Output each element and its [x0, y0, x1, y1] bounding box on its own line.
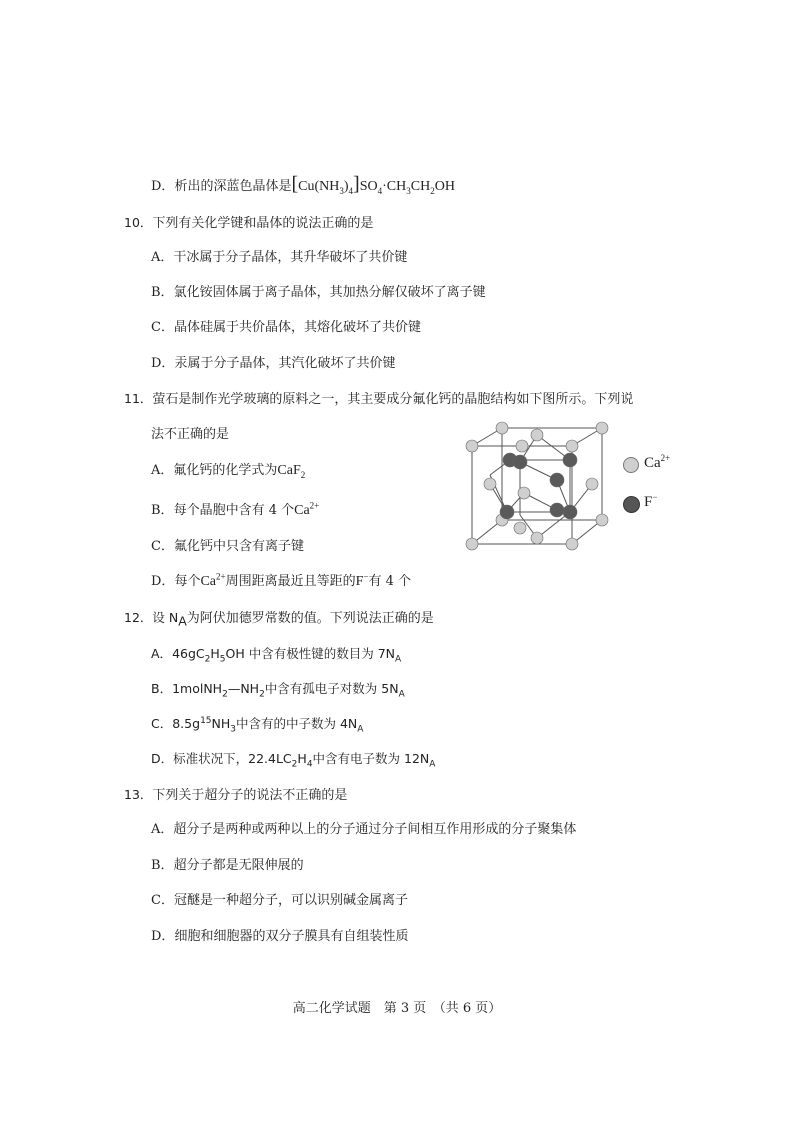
- q12-option-d: D．标准状况下，$22.4LC_2H_4$中含有电子数为 $12N_A$: [151, 751, 436, 770]
- option-letter: B．: [151, 503, 174, 518]
- question-text: 设 N: [152, 610, 179, 625]
- option-text: 氯化铵固体属于离子晶体，其加热分解仅破坏了离子键: [173, 285, 486, 300]
- q10-option-b: [151, 284, 486, 302]
- option-text: 超分子都是无限伸展的: [173, 858, 304, 873]
- option-letter: D．: [151, 574, 175, 589]
- option-letter: C．: [151, 320, 174, 335]
- q13-option-c: [151, 892, 408, 910]
- q12-option-b: B．$1molNH_2—NH_2$中含有孤电子对数为 $5N_A$: [151, 681, 405, 700]
- option-text: 冠醚是一种超分子，可以识别碱金属离子: [173, 893, 408, 908]
- option-letter: C．: [151, 539, 174, 554]
- q13-option-b: [151, 857, 304, 875]
- question-text: 下列有关化学键和晶体的说法正确的是: [152, 216, 374, 231]
- option-text: 氟化钙中只含有离子键: [173, 539, 304, 554]
- q12-option-c: C．$8.5g^{15}NH_3$中含有的中子数为 $4N_A$: [151, 715, 364, 735]
- question-number: 12．: [124, 610, 153, 625]
- ion: F−: [355, 571, 369, 589]
- question-11-stem: [124, 390, 633, 409]
- q13-option-d: [151, 928, 408, 946]
- option-letter: D．: [151, 179, 175, 194]
- option-letter: D．: [151, 356, 175, 371]
- q13-option-a: [151, 821, 576, 839]
- f-legend-label: F−: [644, 492, 658, 510]
- q10-option-d: [151, 355, 395, 373]
- question-number: 10．: [124, 215, 153, 230]
- question-12-stem: 12．设 $N_A$为阿伏加德罗常数的值。下列说法正确的是: [124, 610, 434, 629]
- ion: $Ca^{2+}$: [294, 500, 320, 518]
- question-13-stem: [124, 786, 347, 805]
- crystal-cell-figure: [462, 420, 612, 555]
- q11-option-a: [151, 462, 305, 480]
- option-letter: A．: [151, 822, 174, 837]
- option-text: 氟化钙的化学式为: [173, 463, 278, 478]
- option-text: 每个: [174, 574, 201, 589]
- option-letter: C．: [151, 893, 174, 908]
- q11-option-d: [151, 573, 411, 591]
- ca-legend-ball: [623, 457, 639, 473]
- question-number: 11．: [124, 391, 153, 406]
- question-text: 下列关于超分子的说法不正确的是: [152, 788, 348, 803]
- formula: CaF$_2$: [277, 463, 306, 480]
- option-letter: B．: [151, 858, 174, 873]
- question-10-stem: [124, 214, 373, 233]
- q11-option-c: [151, 538, 304, 556]
- question-number: 13．: [124, 787, 153, 802]
- question-text: 法不正确的是: [151, 427, 230, 442]
- q10-option-a: [151, 249, 407, 267]
- q10-option-c: [151, 319, 421, 337]
- f-legend-ball: [623, 496, 640, 513]
- formula: $[Cu(NH_3)_4]SO_4\cdot CH_3CH_2OH$: [291, 173, 455, 196]
- option-letter: A．: [151, 250, 174, 265]
- option-text: 干冰属于分子晶体，其升华破坏了共价键: [173, 250, 408, 265]
- option-text: 超分子是两种或两种以上的分子通过分子间相互作用形成的分子聚集体: [173, 822, 577, 837]
- option-letter: B．: [151, 285, 174, 300]
- question-11-stem-cont: [151, 426, 229, 444]
- option-letter: A．: [151, 463, 174, 478]
- option-letter: D．: [151, 929, 175, 944]
- option-text: 汞属于分子晶体，其汽化破坏了共价键: [174, 356, 396, 371]
- q12-option-a: A．$46gC_2H_5OH$ 中含有极性键的数目为 $7N_A$: [151, 646, 402, 665]
- option-text: 周围距离最近且等距的: [225, 574, 356, 589]
- question-text: 为阿伏加德罗常数的值。下列说法正确的是: [186, 611, 434, 626]
- option-text: 每个晶胞中含有 4 个: [173, 503, 295, 518]
- option-text: 析出的深蓝色晶体是: [174, 179, 292, 194]
- option-text: 晶体硅属于共价晶体，其熔化破坏了共价键: [173, 320, 421, 335]
- q11-option-b: [151, 502, 319, 520]
- ca-legend-label: $Ca^{2+}$: [644, 453, 671, 471]
- page-footer: 高二化学试题 第 3 页 （共 6 页）: [292, 1001, 502, 1016]
- q9-option-d: [151, 175, 455, 196]
- ion: $Ca^{2+}$: [200, 571, 226, 589]
- option-text: 细胞和细胞器的双分子膜具有自组装性质: [174, 929, 409, 944]
- question-text: 萤石是制作光学玻璃的原料之一，其主要成分氟化钙的晶胞结构如下图所示。下列说: [152, 392, 634, 407]
- option-text: 有 4 个: [368, 574, 412, 589]
